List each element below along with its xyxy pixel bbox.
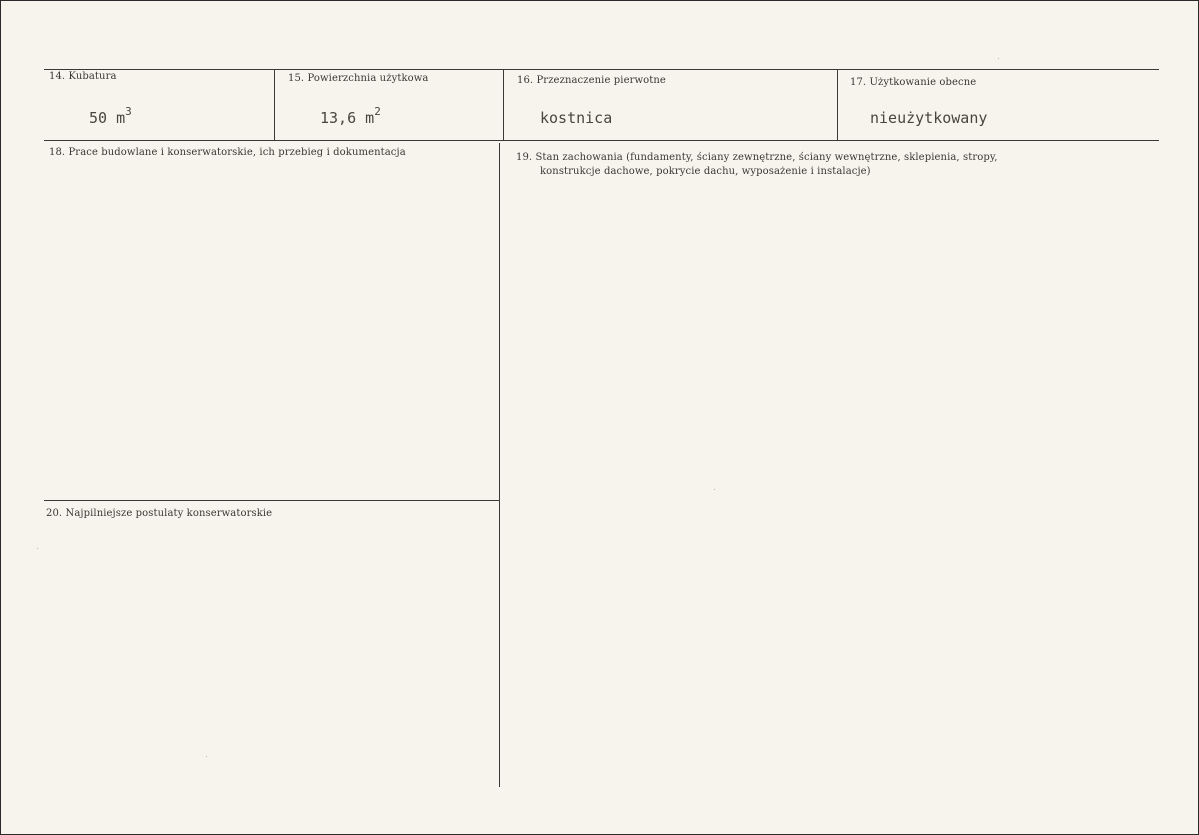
field-19-label-continued: konstrukcje dachowe, pokrycie dachu, wyposażenie i instalacje) <box>540 166 871 177</box>
paper-speck <box>714 489 715 490</box>
field-20-label: 20. Najpilniejsze postulaty konserwatorskie <box>46 508 273 519</box>
field-14-value <box>89 107 132 127</box>
field-15-unit-exponent: 2 <box>374 105 381 118</box>
field-14-unit-exponent: 3 <box>125 105 132 118</box>
section-18-20-divider <box>44 500 500 501</box>
field-15-value-text: 13,6 m <box>320 109 375 127</box>
field-16-value: kostnica <box>540 109 613 127</box>
field-16-label: 16. Przeznaczenie pierwotne <box>517 75 666 86</box>
field-17-value: nieużytkowany <box>870 109 988 127</box>
divider-14-15 <box>274 69 275 140</box>
paper-speck <box>37 548 38 549</box>
paper-speck <box>998 58 999 59</box>
divider-15-16 <box>503 69 504 140</box>
top-divider <box>44 69 1159 70</box>
header-bottom-divider <box>44 140 1159 141</box>
field-17-label: 17. Użytkowanie obecne <box>850 77 977 88</box>
paper-speck <box>206 756 207 757</box>
divider-16-17 <box>837 69 838 140</box>
field-19-label: 19. Stan zachowania (fundamenty, ściany zewnętrzne, ściany wewnętrzne, sklepienia, stropy, <box>516 152 998 163</box>
field-15-label: 15. Powierzchnia użytkowa <box>288 73 429 84</box>
field-14-value-text: 50 m <box>89 109 126 127</box>
field-14-label: 14. Kubatura <box>49 71 117 82</box>
field-15-value <box>320 107 381 127</box>
field-18-label: 18. Prace budowlane i konserwatorskie, ich przebieg i dokumentacja <box>49 147 406 158</box>
main-column-divider <box>499 143 500 787</box>
